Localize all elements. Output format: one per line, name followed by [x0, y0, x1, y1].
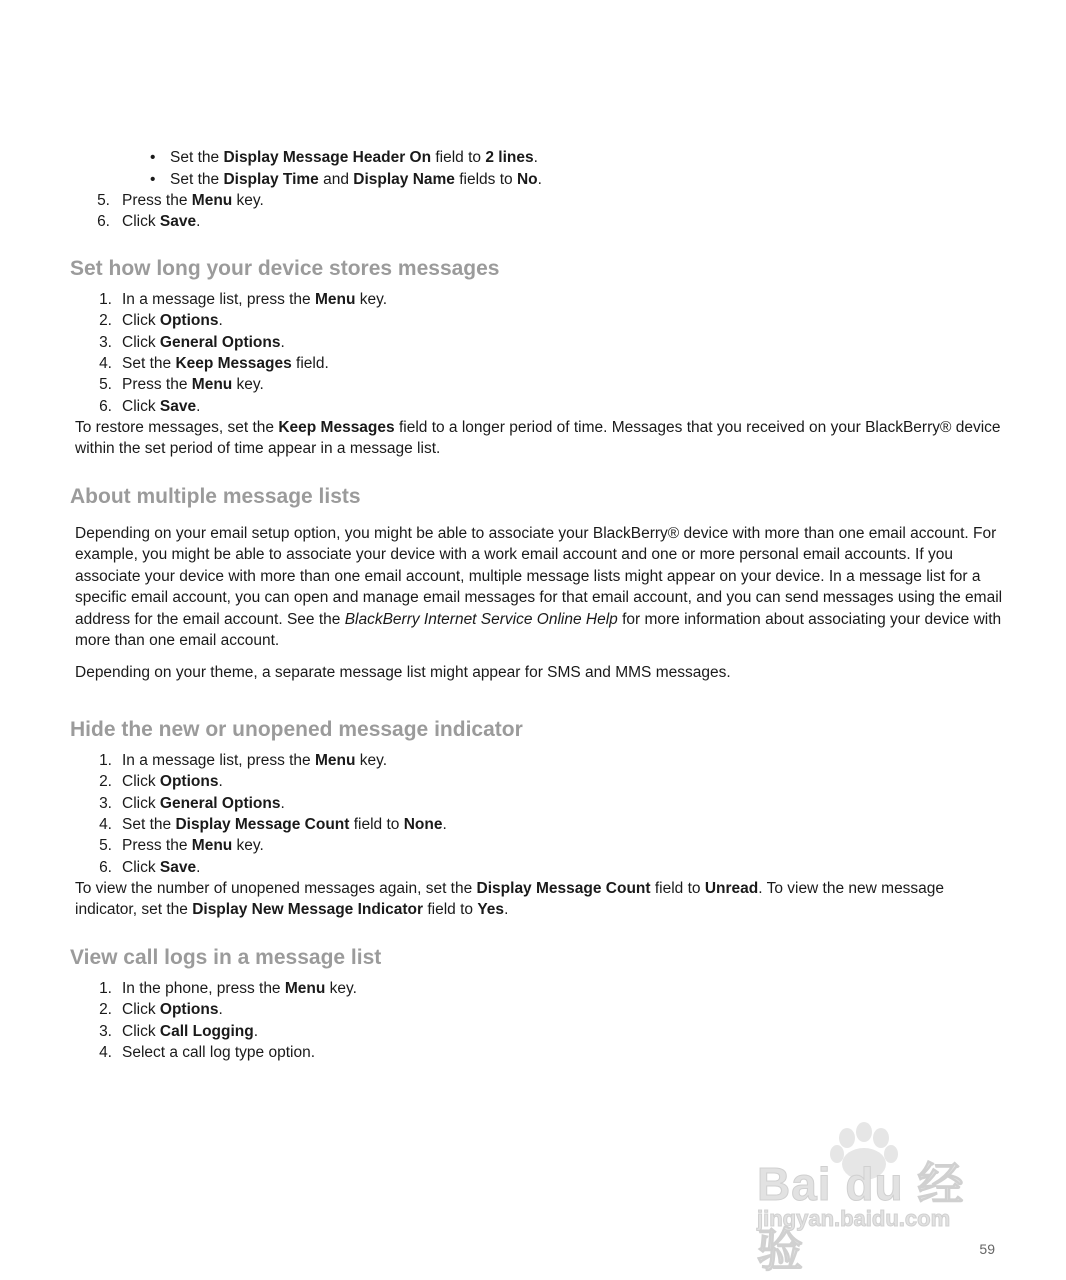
page-number: 59: [979, 1241, 995, 1257]
section3-note: To view the number of unopened messages again, set the Display Message Count field to Unread. To view the new message indicator, set the Display New Message Indicator field to Yes.: [75, 880, 945, 919]
step-text: Click General Options.: [122, 794, 285, 812]
step-number: 2.: [99, 1001, 112, 1019]
step-text: Set the Display Message Count field to None.: [122, 815, 447, 833]
step-number: 4.: [99, 815, 112, 833]
step-text: In the phone, press the Menu key.: [122, 980, 357, 997]
step-number: 3.: [99, 1022, 112, 1040]
step-number: 1.: [99, 752, 112, 769]
step-number: 6.: [99, 858, 112, 876]
step-number: 2.: [99, 773, 112, 791]
step-text: Click Options.: [122, 773, 223, 791]
step-number: 1.: [99, 980, 112, 997]
step-text: In a message list, press the Menu key.: [122, 291, 388, 308]
step-text: In a message list, press the Menu key.: [122, 752, 388, 769]
step-number: 3.: [99, 794, 112, 812]
section-heading: View call logs in a message list: [70, 946, 382, 969]
step-text: Click Call Logging.: [122, 1022, 259, 1040]
step-text: Click Save.: [122, 858, 201, 876]
watermark-brand: Bai du 经验: [757, 1158, 965, 1276]
section2-paragraph: Depending on your theme, a separate message list might appear for SMS and MMS messages.: [75, 664, 731, 681]
step-number: 6.: [99, 397, 112, 415]
step-text: Click Save.: [122, 397, 201, 415]
step-number: 5.: [99, 837, 112, 855]
section1-note: To restore messages, set the Keep Messages field to a longer period of time. Messages that you received on your BlackBerry® device within the set period of time appear in a message list.: [75, 419, 1001, 458]
section-heading: Hide the new or unopened message indicator: [70, 718, 523, 741]
step-number: 1.: [99, 291, 112, 308]
step-number: 2.: [99, 312, 112, 330]
step-text: Select a call log type option.: [122, 1043, 316, 1061]
step-number: 4.: [99, 1043, 112, 1061]
section-heading: Set how long your device stores messages: [70, 257, 500, 280]
step-number: 5.: [99, 376, 112, 394]
step-text: Set the Keep Messages field.: [122, 354, 329, 372]
help-reference: BlackBerry Internet Service Online Help: [344, 610, 618, 628]
document-page: • Set the Display Message Header On field to 2 lines. • Set the Display Time and Display Name fields to No. 5. Press the Menu key. 6. Click Save. Set how long your device stores messages 1. In a message list, press the Menu key. 2. Click Options. 3. Click General Options. 4. Set the Keep Messages field. 5. Press the Menu key. 6. Click Save. To restore messages, set the Keep Messages field to a longer period of time. Messages that you received on your BlackBerry® device within the set period of time appear in a message list. About multiple message lists Depending on your email setup option, you might be able to associate your BlackBerry® device with more than one email account. For example, you might be able to associate your device with a work email account and one or more personal email accounts. If you associate your device with more than one email account, multiple message lists might appear on your device. In a message list for a specific email account, you can open and manage email messages for that email account, and you can send messages using the email address for the email account. See the BlackBerry Internet Service Online Help for more information about associating your device with more than one email account. Depending on your theme, a separate message list might appear for SMS and MMS messages. Hide the new or unopened message indicator 1. In a message list, press the Menu key. 2. Click Options. 3. Click General Options. 4. Set the Display Message Count field to None. 5. Press the Menu key. 6. Click Save. To view the number of unopened messages again, set the Display Message Count field to Unread. To view the new message indicator, set the Display New Message Indicator field to Yes. View call logs in a message list 1. In the phone, press the Menu key. 2. Click Options. 3. Click Call Logging. 4. Select a call log type option. Bai du 经验 jingyan.baidu.com 59: [0, 0, 1066, 1280]
watermark-url: jingyan.baidu.com: [757, 1206, 951, 1231]
step-text: Press the Menu key.: [122, 837, 264, 855]
section2-paragraph: Depending on your email setup option, you might be able to associate your BlackBerry® device with more than one email account. For example, you might be able to associate your device with a work email account and one or more personal email accounts. If you associate your device with more than one email account, multiple message lists might appear on your device. In a message list for a specific email account, you can open and manage email messages for that email account, and you can send messages using the email address for the email account. See the BlackBerry Internet Service Online Help for more information about associating your device with more than one email account.: [75, 525, 1003, 650]
step-text: Click Options.: [122, 312, 223, 330]
step-text: Click Options.: [122, 1001, 223, 1019]
step-text: Press the Menu key.: [122, 376, 264, 394]
step-number: 4.: [99, 354, 112, 372]
step-number: 3.: [99, 333, 112, 351]
section-heading: About multiple message lists: [70, 485, 361, 508]
step-text: Click General Options.: [122, 333, 285, 351]
